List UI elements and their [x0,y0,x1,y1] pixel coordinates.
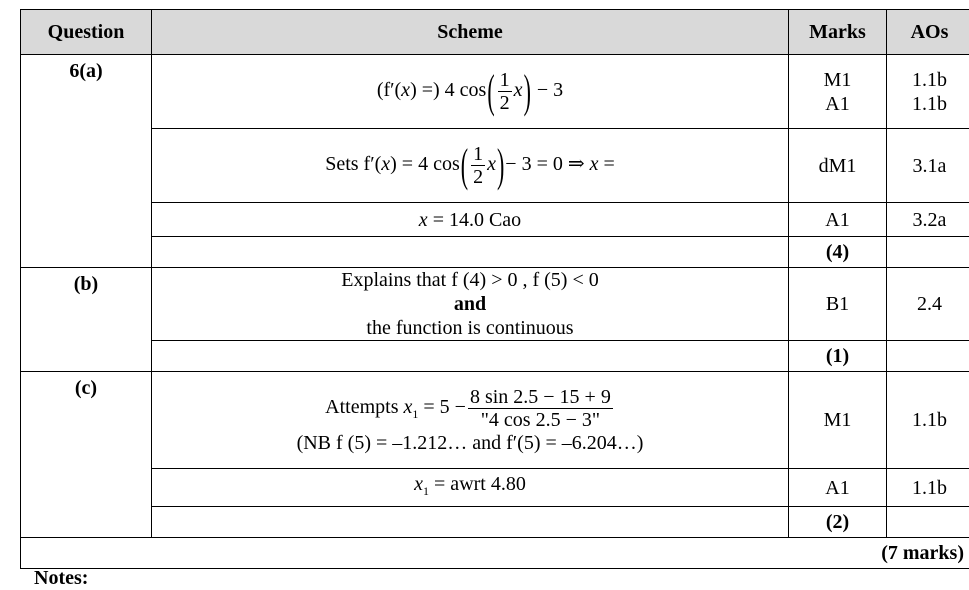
marks-a-row2: dM1 [789,129,887,203]
aos-a-row3: 3.2a [887,203,969,237]
table-row [21,129,969,203]
grand-total: (7 marks) [21,538,969,569]
table-row [21,341,969,372]
notes-label: Notes: [34,567,88,590]
table-row [21,237,969,268]
table-row [21,55,969,129]
question-label-6a: 6(a) [21,55,152,268]
marks-c-row2: A1 [789,469,887,507]
question-label-b: (b) [21,268,152,372]
scheme-c-newton-raphson: Attempts $x_1 = 5$ − $\frac{8 \sin 2.5 - 15 + 9}{"4 \cos 2.5 - 3"}$ (NB f (5) = –1.212… and f′(5) = –6.204…) [152,372,789,469]
marks-c-row1: M1 [789,372,887,469]
aos-c-row2: 1.1b [887,469,969,507]
header-marks: Marks [789,10,887,55]
scheme-a-answer: x = 14.0 Cao [152,203,789,237]
total-b: (1) [789,341,887,372]
total-a: (4) [789,237,887,268]
marks-a-row1: M1 A1 [789,55,887,129]
aos-b: 2.4 [887,268,969,341]
scheme-a-sets-zero: Sets f′(x) = 4 cos( $\frac{1}{2}$ x)− 3 = 0 ⇒ x = [152,129,789,203]
marks-a-row3: A1 [789,203,887,237]
header-aos: AOs [887,10,969,55]
header-scheme: Scheme [152,10,789,55]
aos-c-row1: 1.1b [887,372,969,469]
aos-a-row2: 3.1a [887,129,969,203]
total-c: (2) [789,507,887,538]
table-row [21,507,969,538]
header-row [21,10,969,55]
table-row [21,469,969,507]
scheme-a-derivative: (f′(x) =) 4 cos( $\frac{1}{2}$ x) − 3 [152,55,789,129]
scheme-b: Explains that f (4) > 0 , f (5) < 0 and the function is continuous [152,268,789,341]
header-question: Question [21,10,152,55]
grand-total-row [21,538,969,569]
mark-scheme-table [20,9,969,569]
scheme-c-answer: $x_1$ = awrt 4.80 [152,469,789,507]
question-label-c: (c) [21,372,152,538]
table-row [21,372,969,469]
aos-a-row1: 1.1b 1.1b [887,55,969,129]
table-row [21,268,969,341]
marks-b: B1 [789,268,887,341]
table-row [21,203,969,237]
